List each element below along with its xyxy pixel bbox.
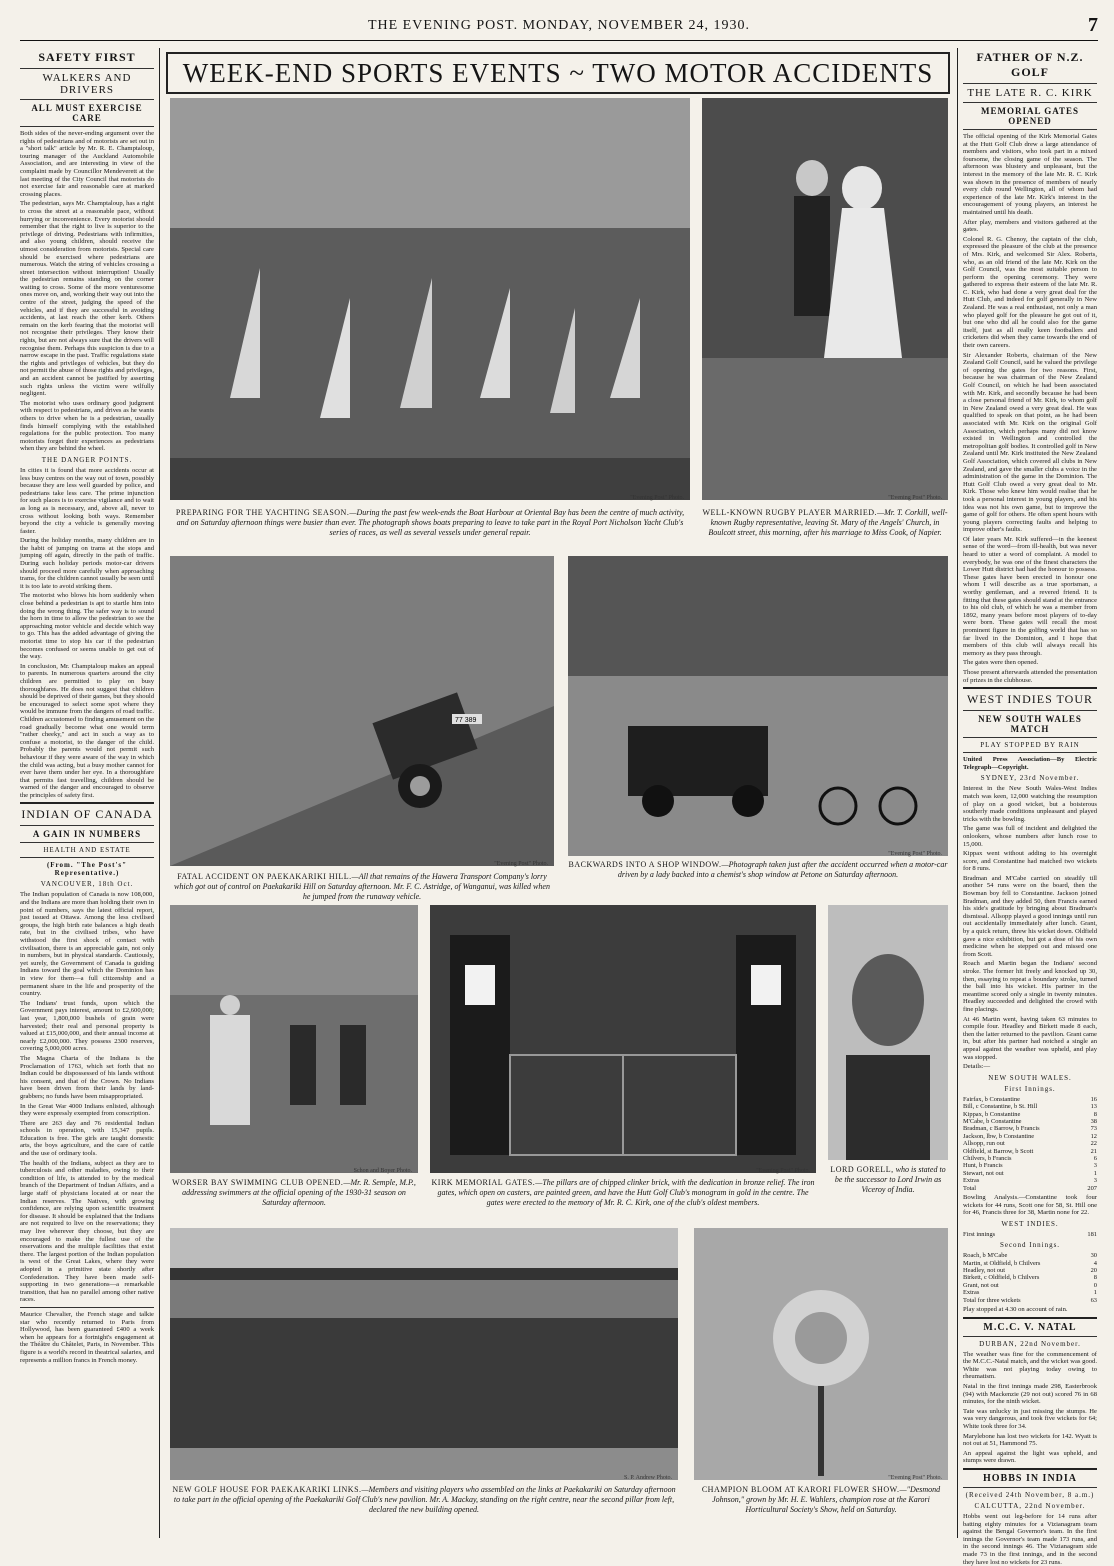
indian-paragraph: The Indians' trust funds, upon which the Government pays interest, amount to £2,600,000; last year, 1,800,000 bushels of grain were harvested; their real and personal property is valued at £15,000,000, and their annual income at nearly £2,000,000. They possess 2300 reserves, covering 5,000,000 acres. <box>20 999 154 1053</box>
swimming-caption <box>170 1178 418 1208</box>
hobbs-headline: HOBBS IN INDIA <box>982 1472 1078 1484</box>
photo-credit: "Evening Post" Photo. <box>888 1475 942 1481</box>
wi-first-runs: 181 <box>1087 1230 1097 1238</box>
divider <box>20 802 154 804</box>
divider <box>963 1468 1097 1470</box>
harbour-scene-illustration <box>170 98 690 500</box>
memorial-gates-illustration <box>430 905 816 1173</box>
batsman-runs: 38 <box>1090 1117 1097 1125</box>
golf-paragraph: The gates were then opened. <box>963 659 1039 667</box>
wi-scorecard <box>963 1252 1097 1296</box>
batsman-name: Allsopp, run out <box>963 1140 1005 1148</box>
golf-house-caption <box>170 1485 678 1515</box>
divider <box>963 102 1097 103</box>
caption-lead: LORD GORELL, <box>830 1165 894 1174</box>
divider <box>20 68 154 69</box>
divider <box>963 83 1097 84</box>
batsman-runs: 30 <box>1090 1252 1097 1260</box>
press-credit: United Press Association—By Electric Telegraph—Copyright. <box>963 756 1097 771</box>
flower-photo <box>694 1228 948 1480</box>
indian-headline: INDIAN OF CANADA <box>21 807 153 822</box>
safety-first-headline: SAFETY FIRST <box>38 50 136 64</box>
shop-accident-illustration <box>568 556 948 856</box>
safety-paragraph: In conclusion, Mr. Champtaloup makes an appeal to parents. In numerous quarters around the city children are permitted to play on busy thoroughfares. He does not suggest that children should be deprived of their games, but they should be encouraged to select some spot where they would be immune from the dangers of road traffic. Children accustomed to finding amusement on the road gradually become what one would term "rather cheeky," and act in such a way as to confuse a motorist, to the danger of the child. Probably the parents would not permit such behaviour if they were aware of the way in which the child was acting, but a busy mother cannot for ever have them under her eye. In a thoroughfare that permits fast travelling, children should be warned of the danger and encouraged to observe the principles of safety first. <box>20 662 154 799</box>
batsman-runs: 8 <box>1093 1110 1097 1118</box>
golf-paragraph: Those present afterwards attended the presentation of prizes in the clubhouse. <box>963 668 1097 684</box>
licence-plate: 77 389 <box>455 717 477 724</box>
left-column <box>20 48 154 1538</box>
caption-text: —Photograph taken just after the accident occurred when a motor-car driven by a lady backed into a chemist's shop window at Petone on Saturday afternoon. <box>617 860 948 879</box>
wi-total <box>963 1297 1097 1304</box>
westindies-dateline: SYDNEY, 23rd November. <box>980 774 1080 783</box>
gorell-caption <box>828 1165 948 1195</box>
scorecard-row <box>963 1170 1097 1177</box>
details-label: Details:— <box>963 1063 991 1071</box>
scorecard-row <box>963 1162 1097 1169</box>
westindies-headline: WEST INDIES TOUR <box>966 692 1093 707</box>
golf-paragraph: Of later years Mr. Kirk suffered—in the keenest sense of the word—from ill-health, but was never heard to utter a word of complaint. A model to everybody, he was one of the finest characters the Lower Hutt district had had the honour to possess. These gates have been erected in honour one whom I will describe as a true sportsman, a worthy gentleman, and a revered friend. It is fitting that these gates should stand at the entrance to his old club, of which he was a member from 1892, many years before most players of to-day were born. These gates will recall the most prominent figure in the golfing world that has so far lived in the Dominion, and I hope that members of this club will always recall his memory as they pass through. <box>963 535 1097 657</box>
golf-subhead-1: THE LATE R. C. KIRK <box>967 87 1093 99</box>
batsman-name: Kippax, b Constantine <box>963 1110 1021 1118</box>
caption-lead: FATAL ACCIDENT ON PAEKAKARIKI HILL. <box>177 872 352 881</box>
photo-credit: "Evening Post" Photo. <box>630 495 684 501</box>
divider <box>20 99 154 100</box>
wi-total-runs: 63 <box>1090 1296 1097 1304</box>
golf-house-photo <box>170 1228 678 1480</box>
westindies-paragraph: Roach and Martin began the Indians' second stroke. The former hit freely and knocked up 30, then, essaying to repeat a boundary stroke, turned the ball into his wicket. His partner in the meantime scored only a single in twenty minutes. Headley succeeded and delighted the crowd with fine placings. <box>963 960 1097 1013</box>
lord-gorell-portrait <box>828 905 948 1160</box>
batsman-name: Oldfield, st Barrow, b Scott <box>963 1147 1034 1155</box>
natal-paragraph: The weather was fine for the commencement of the M.C.C.-Natal match, and the wicket was good. White was not playing today owing to rheumatism. <box>963 1350 1097 1381</box>
photo-credit: Schon and Boyer Photo. <box>353 1168 412 1174</box>
photo-credit: "Evening Post" Photo. <box>494 861 548 867</box>
caption-text: —During the past few week-ends the Boat Harbour at Oriental Bay has been the centre of much activity, and on Saturday afternoon things were busier than ever. The photograph shows boats preparing to leave to take part in the Royal Port Nicholson Yacht Club's series of races, as well as several vessels under general repair. <box>176 508 685 537</box>
batsman-name: Bill, c Constantine, b St. Hill <box>963 1103 1038 1111</box>
column-rule-right <box>957 48 958 1538</box>
safety-paragraph: The pedestrian, says Mr. Champtaloup, has a right to cross the street at a reasonable pace, without hurrying or inconvenience. Every motorist should remember that the right to live is superior to the privilege of driving. Pedestrians with infirmities, and also young children, should receive the utmost consideration from motorists. Special care should be exercised where pedestrians are numerous. Watch the string of vehicles crossing a street intersection without interruption! Usually the pedestrian remains standing on the corner waiting to cross. Some of the more venturesome ones move on, and, working their way out into the centre of the street, judging the speed of the vehicles, and if they are successful in avoiding accidents, at last reach the other kerb. Others remain on the kerb fearing that the motorist will not recognise their privileges. They know their rights, but are not always sure that the drivers will recognise them. Perhaps this suspicion is due to a narrow escape in the past. Traffic regulations state the rights and privileges of vehicles, but they do not permit the abuse of those rights and privileges, and an accident cannot be justified by asserting such rights unless the victim were wilfully negligent. <box>20 200 154 398</box>
batsman-name: Birkett, c Oldfield, b Chilvers <box>963 1274 1040 1282</box>
batsman-name: Extras <box>963 1289 980 1297</box>
scorecard-row <box>963 1260 1097 1267</box>
safety-subhead-2: ALL MUST EXERCISE CARE <box>31 103 143 123</box>
caption-text: —Members and visiting players who assembled on the links at Paekakariki on Saturday afternoon to take part in the official opening of the Paekakariki Golf Club's new pavilion. Mr. A. Mackay, standing on the right centre, near the second pillar from left, declared the new building opened. <box>173 1485 676 1514</box>
natal-paragraph: Marylebone has lost two wickets for 142. Wyatt is not out at 51, Hammond 75. <box>963 1432 1097 1448</box>
second-innings-heading: Second Innings. <box>999 1241 1061 1250</box>
indian-subhead-1: A GAIN IN NUMBERS <box>32 829 142 840</box>
scorecard-row <box>963 1267 1097 1274</box>
scorecard-row <box>963 1155 1097 1162</box>
page-number: 7 <box>1088 14 1098 36</box>
golf-paragraph: Sir Alexander Roberts, chairman of the New Zealand Golf Council, said he valued the privilege of opening the gates for two reasons. First, because he was chairman of the New Zealand Golf Council, on which he had been associated with Mr. Kirk, and secondly because he had been a close personal friend of Mr. Kirk, to whom golf in New Zealand owed a very great deal. He was qualified to speak on that point, as he had been associated with Mr. Kirk on the original Golf Association, which perhaps many did not know existed in Wellington and controlled the metropolitan golf bodies. It controlled golf in New Zealand until Mr. Kirk instituted the New Zealand Golf Association, which covered all clubs in New Zealand, and gave the smaller clubs a voice in the administration of the game in the Dominion. The Hutt Golf Club owed a very great deal to Mr. Kirk. Those who knew him would realise that he took a personal interest in young players, and his idea was not his own game, but to improve the game of golf for others. He often spent hours with young players correcting faults and helping to improve other's faults. <box>963 351 1097 534</box>
batsman-runs: 0 <box>1093 1281 1097 1289</box>
play-stopped-note: Play stopped at 4.30 on account of rain. <box>963 1306 1068 1314</box>
hobbs-dateline: CALCUTTA, 22nd November. <box>974 1501 1086 1510</box>
bowling-analysis: Bowling Analysis.—Constantine took four wickets for 44 runs, Scott one for 58, St. Hill one for 46, Francis three for 38, Martin none for 22. <box>963 1194 1097 1217</box>
westindies-paragraph: The game was full of incident and delighted the onlookers, whose numbers after lunch rose to 15,000. <box>963 825 1097 848</box>
batsman-runs: 13 <box>1090 1103 1097 1111</box>
natal-paragraph: Natal in the first innings made 298, Easterbrook (94) with Mackenzie (29 not out) scored 76 in 68 minutes, for the ninth wicket. <box>963 1383 1097 1406</box>
natal-paragraph: An appeal against the light was upheld, and stumps were drawn. <box>963 1449 1097 1465</box>
caption-lead: WORSER BAY SWIMMING CLUB OPENED. <box>172 1178 344 1187</box>
scorecard-row <box>963 1252 1097 1259</box>
caption-lead: NEW GOLF HOUSE FOR PAEKAKARIKI LINKS. <box>172 1485 362 1494</box>
photo-credit: S. P. Andrew Photo. <box>623 1475 672 1481</box>
divider <box>963 1317 1097 1319</box>
swimming-club-photo <box>170 905 418 1173</box>
batsman-name: Headley, not out <box>963 1267 1006 1274</box>
indian-paragraph: The Indian population of Canada is now 108,000, and the Indians are more than holding their own in point of numbers, says the latest official report, just issued at Ottawa. Among the less civilised groups, the high birth rate balances a high death rate, but in the civilised tribes, who have withstood the first shock of contact with civilisation, there is an appreciable gain, not only in numbers, but in physical standards. Cautiously, yet surely, the Government of Canada is guiding Indians toward the goal which the Dominion has in view for them—a full citizenship and a permanent share in the life and prosperity of the country. <box>20 891 154 998</box>
indian-subhead-2: HEALTH AND ESTATE <box>43 846 131 855</box>
caption-text: —"Desmond Johnson," grown by Mr. H. E. Wahlers, champion rose at the Karori Horticultural Society's Show, held on Saturday. <box>712 1485 941 1514</box>
hobbs-received: (Received 24th November, 8 a.m.) <box>965 1490 1095 1499</box>
danger-points-subhead: THE DANGER POINTS. <box>41 455 133 464</box>
batsman-runs: 12 <box>1090 1132 1097 1140</box>
batsman-runs: 1 <box>1093 1289 1097 1297</box>
yachting-photo <box>170 98 690 500</box>
golf-paragraph: Colonel R. G. Chenoy, the captain of the club, expressed the pleasure of the club at the presence of Mrs. Kirk, and welcomed Sir Alex. Roberts, who, as an old friend of the late Mr. Kirk on the Golf Council, was the most suitable person to perform the opening ceremony. They were gathered to express their esteem of the late Mr. R. C. Kirk, who had done a very great deal for the Hutt Club, and indeed for golf generally in New Zealand. He was a real enthusiast, not only a man who played golf for the pleasure he got out of it, but one who did all he could also for the game itself, just as all really keen footballers and cricketers did when they came towards the end of their own careers. <box>963 235 1097 350</box>
caption-text: —The pillars are of chipped clinker brick, with the dedication in bronze relief. The iron gates, which open on casters, are painted green, and have the Hutt Golf Club's monogram in gold in the centre. The gates were erected to the memory of Mr. R. C. Kirk, one of the club's oldest members. <box>437 1178 815 1207</box>
golf-paragraph: The official opening of the Kirk Memorial Gates at the Hutt Golf Club drew a large attendance of members and visitors, who took part in a mixed foursome, the closing game of the season. The afternoon was blustery and unpleasant, but the interest in the memory of the late Mr. R. C. Kirk was shown in the presence of members of nearly every club round Wellington, all of whom had experience of the late Mr. Kirk's interest in the encouragement of young players, an interest he maintained until his death. <box>963 133 1097 216</box>
caption-lead: BACKWARDS INTO A SHOP WINDOW. <box>568 860 722 869</box>
divider <box>20 857 154 858</box>
shop-caption <box>568 860 948 880</box>
caption-text: —Mr. T. Corkill, well-known Rugby representative, leaving St. Mary of the Angels' Church, in Boulcott street, this morning, after his marriage to Miss Cook, of Napier. <box>708 508 948 537</box>
golf-headline: FATHER OF N.Z. GOLF <box>976 50 1084 79</box>
scorecard-row <box>963 1289 1097 1296</box>
scorecard-row <box>963 1274 1097 1281</box>
flower-caption <box>694 1485 948 1515</box>
batsman-name: Chilvers, b Francis <box>963 1154 1012 1162</box>
divider <box>20 1307 154 1308</box>
rose-illustration <box>694 1228 948 1480</box>
indian-dateline: VANCOUVER, 18th Oct. <box>40 880 134 889</box>
sports-banner-headline: WEEK-END SPORTS EVENTS ~ TWO MOTOR ACCIDENTS <box>166 52 950 94</box>
scorecard-row <box>963 1148 1097 1155</box>
batsman-runs: 8 <box>1093 1274 1097 1282</box>
caption-text: who is stated to be the successor to Lord Irwin as Viceroy of India. <box>834 1165 946 1194</box>
natal-paragraph: Tate was unlucky in just missing the stumps. He was very dangerous, and took five wickets for 64; White took three for 34. <box>963 1407 1097 1430</box>
wi-first-innings <box>963 1231 1097 1238</box>
photo-credit: "Evening Post" Photo. <box>888 851 942 857</box>
batsman-name: Grant, not out <box>963 1281 999 1289</box>
indian-paragraph: There are 263 day and 76 residential Indian schools in operation, with 15,347 pupils. Education is free. The girls are taught domestic arts, the boys agriculture, and the care of cattle and the use of ordinary tools. <box>20 1119 154 1158</box>
golf-paragraph: After play, members and visitors gathered at the gates. <box>963 218 1097 234</box>
indian-paragraph: The Magna Charta of the Indians is the Proclamation of 1763, which set forth that no Indian could be dispossessed of his lands without his consent, and that of the Crown. No Indians have been driven from their lands by land-grabbers; no funds have been misappropriated. <box>20 1054 154 1100</box>
divider <box>963 1487 1097 1488</box>
nsw-scorecard <box>963 1096 1097 1185</box>
indian-from: (From. "The Post's" Representative.) <box>46 861 128 878</box>
batsman-name: Extras <box>963 1177 980 1185</box>
total-label: Total <box>963 1184 977 1192</box>
natal-headline: M.C.C. V. NATAL <box>983 1321 1077 1333</box>
caption-lead: WELL-KNOWN RUGBY PLAYER MARRIED. <box>702 508 877 517</box>
batsman-name: M'Cabe, b Constantine <box>963 1117 1022 1125</box>
indian-paragraph: In the Great War 4000 Indians enlisted, although they were expressly exempted from conscription. <box>20 1102 154 1118</box>
masthead-title: THE EVENING POST. MONDAY, NOVEMBER 24, 1930. <box>367 18 751 33</box>
batsman-name: Martin, st Oldfield, b Chilvers <box>963 1259 1041 1267</box>
yachting-caption <box>172 508 688 538</box>
wi-first-label: First innings <box>963 1230 996 1238</box>
batsman-name: Stewart, not out <box>963 1169 1004 1177</box>
golf-subhead-2: MEMORIAL GATES OPENED <box>980 106 1080 126</box>
scorecard-row <box>963 1111 1097 1118</box>
wrecked-lorry-illustration <box>170 556 554 866</box>
batsman-runs: 16 <box>1090 1095 1097 1103</box>
batsman-runs: 20 <box>1090 1267 1097 1274</box>
safety-paragraph: During the holiday months, many children are in the habit of jumping on trams at the stops and jumping off again, directly in the path of traffic. During such holiday periods motor-car drivers should proceed more carefully when approaching trams, for the children cannot usually be seen until it is too late to avoid striking them. <box>20 537 154 590</box>
safety-paragraph: In cities it is found that more accidents occur at less busy centres on the way out of town, possibly because they are less well guarded by police, and pedestrians take less care. The prime injunction for such places is to exercise vigilance and to wait as long as is necessary, and, above all, never to cross without looking both ways. Remember beyond the city a vehicle is generally moving faster. <box>20 466 154 535</box>
scorecard-row <box>963 1118 1097 1125</box>
scorecard-row <box>963 1103 1097 1110</box>
divider <box>20 825 154 826</box>
nsw-total <box>963 1185 1097 1192</box>
caption-text: —All that remains of the Hawera Transport Company's lorry which got out of control on Paekakariki Hill on Saturday afternoon. Mr. F. C. Astridge, of Wanganui, was killed when he jumped from the runaway vehicle. <box>174 872 550 901</box>
scorecard-row <box>963 1125 1097 1132</box>
batsman-runs: 4 <box>1093 1259 1097 1267</box>
divider <box>963 687 1097 689</box>
hobbs-paragraph: Hobbs went out leg-before for 14 runs after batting eighty minutes for a Vizianagram team against the Bengal Governor's team. In the first innings the Governor's team made 173 runs, and in the second innings 46. The Vizianagram side made 73 in the first innings, and in the second they have lost no wickets for 23 runs. <box>963 1512 1097 1566</box>
chevalier-paragraph: Maurice Chevalier, the French stage and talkie star who recently returned to Paris from Hollywood, has been guaranteed £400 a week when he appears for a fortnight's engagement at the Théâtre du Châtelet, Paris, in November. This figure is a world's record in theatrical salaries, and represents a million francs in French money. <box>20 1310 154 1364</box>
caption-text: —Mr. R. Semple, M.P., addressing swimmers at the official opening of the 1930-31 season on Saturday afternoon. <box>182 1178 416 1207</box>
batsman-runs: 6 <box>1093 1154 1097 1162</box>
safety-paragraph: The motorist who uses ordinary good judgment with respect to pedestrians, and drives as he wants others to drive when he is a pedestrian, usually finds himself complying with the established regulations for the public protection. Too many motorists forget their experiences as pedestrians when they are behind the wheel. <box>20 399 154 453</box>
scorecard-row <box>963 1133 1097 1140</box>
nsw-heading: NEW SOUTH WALES. <box>988 1073 1072 1082</box>
natal-dateline: DURBAN, 22nd November. <box>979 1339 1081 1348</box>
divider <box>963 1336 1097 1337</box>
westindies-subhead-1: NEW SOUTH WALES MATCH <box>978 714 1082 735</box>
caption-lead: KIRK MEMORIAL GATES. <box>431 1178 536 1187</box>
wi-total-label: Total for three wickets <box>963 1296 1021 1304</box>
safety-paragraph: The motorist who blows his horn suddenly when close behind a pedestrian is apt to startle him into doing the wrong thing. The safer way is to sound the horn in time to allow the pedestrian to see the approaching motor vehicle and decide which way to go. This has the added advantage of giving the motorist time to stop his car if the pedestrian becomes confused or seems unable to get out of the way. <box>20 592 154 661</box>
batsman-name: Fairfax, b Constantine <box>963 1095 1020 1103</box>
caption-lead: PREPARING FOR THE YACHTING SEASON. <box>175 508 350 517</box>
first-innings-heading: First Innings. <box>1004 1084 1056 1093</box>
portrait-illustration <box>828 905 948 1160</box>
golf-crowd-illustration <box>170 1228 678 1480</box>
westindies-paragraph: At 46 Martin went, having taken 63 minutes to compile four. Headley and Birkett made 8 each, then the latter returned to the pavilion. Grant came in, but after his partner had notched a single an appeal against the weather was upheld, and play was stopped. <box>963 1015 1097 1061</box>
wi-heading: WEST INDIES. <box>1001 1219 1059 1228</box>
batsman-name: Hunt, b Francis <box>963 1162 1003 1170</box>
caption-lead: CHAMPION BLOOM AT KARORI FLOWER SHOW. <box>701 1485 900 1494</box>
right-column <box>963 48 1097 1566</box>
total-value: 207 <box>1087 1184 1097 1192</box>
photo-credit: "Evening Post" Photo. <box>888 495 942 501</box>
divider <box>20 126 154 127</box>
westindies-paragraph: Interest in the New South Wales-West Indies match was keen, 12,000 watching the resumption of play on a good wicket, but a boisterous southerly made conditions unpleasant and played tricks with the bowling. <box>963 785 1097 823</box>
swimming-crowd-illustration <box>170 905 418 1173</box>
indian-paragraph: The health of the Indians, subject as they are to tuberculosis and other maladies, owing to their condition of life, is attended to by the medical branch of the Department of Indian Affairs, and a large staff of physicians located at or near the Indian reserves. The Natives, with growing confidence, are relying upon scientific treatment for disease. It should be explained that the Indians are not required to live on the reservations; they may live wherever they choose, but they are encouraged to make the fullest use of the reservations and the multiple facilities that exist there. The largest portion of the Indian population is west of the Great Lakes, where they were adopted in a primitive state shortly after Confederation. They have been made self-supporting in two generations—a remarkable transition, that has no parallel among other native races. <box>20 1159 154 1304</box>
batsman-runs: 73 <box>1090 1125 1097 1133</box>
batsman-name: Roach, b M'Cabe <box>963 1252 1008 1260</box>
batsman-runs: 21 <box>1090 1147 1097 1155</box>
safety-paragraph: Both sides of the never-ending argument over the rights of pedestrians and of motorists are set out in a "short talk" article by Mr. R. E. Champtaloup, touring manager of the Auckland Automobile Association, and are interesting in view of the complaint made by Councillor Mendeverett at the last meeting of the City Council that motorists do not exercise fair and reasonable care at marked crossing places. <box>20 130 154 198</box>
divider <box>963 737 1097 738</box>
scorecard-row <box>963 1096 1097 1103</box>
scorecard-row <box>963 1177 1097 1184</box>
batsman-runs: 1 <box>1093 1169 1097 1177</box>
batsman-runs: 22 <box>1090 1140 1097 1148</box>
kirk-gates-photo <box>430 905 816 1173</box>
westindies-paragraph: Bradman and M'Cabe carried on steadily till another 54 runs were on the board, then the Bowman boy fell to Constantine. Jackson joined Bradman, and they added 50, then Francis earned his side's gratitude by bringing about Bradman's dismissal. Allsopp played a good innings until run out accidentally immediately after lunch. Grant, by a quick return, threw his wicket down. Oldfield gave a nice exhibition, but got a dose of his own medicine when he stepped out and missed one from Scott. <box>963 874 1097 958</box>
shop-window-photo <box>568 556 948 856</box>
photo-credit: "Evening Post" Photo. <box>756 1168 810 1174</box>
safety-subhead-1: WALKERS AND DRIVERS <box>42 72 132 96</box>
batsman-name: Jackson, lbw, b Constantine <box>963 1132 1035 1140</box>
batsman-runs: 3 <box>1093 1162 1097 1170</box>
accident-caption <box>170 872 554 902</box>
accident-photo <box>170 556 554 866</box>
wedding-scene-illustration <box>702 98 948 500</box>
scorecard-row <box>963 1282 1097 1289</box>
divider <box>963 710 1097 711</box>
divider <box>963 752 1097 753</box>
batsman-name: Bradman, c Barrow, b Francis <box>963 1125 1040 1133</box>
masthead <box>20 14 1098 41</box>
wedding-caption <box>702 508 948 538</box>
wedding-photo <box>702 98 948 500</box>
divider <box>20 842 154 843</box>
westindies-subhead-2: PLAY STOPPED BY RAIN <box>980 741 1080 750</box>
westindies-paragraph: Kippax went without adding to his overnight score, and Constantine had matched two wickets for 8 runs. <box>963 850 1097 873</box>
scorecard-row <box>963 1140 1097 1147</box>
batsman-runs: 3 <box>1093 1177 1097 1185</box>
gates-caption <box>430 1178 816 1208</box>
column-rule-left <box>159 48 160 1538</box>
divider <box>963 129 1097 130</box>
